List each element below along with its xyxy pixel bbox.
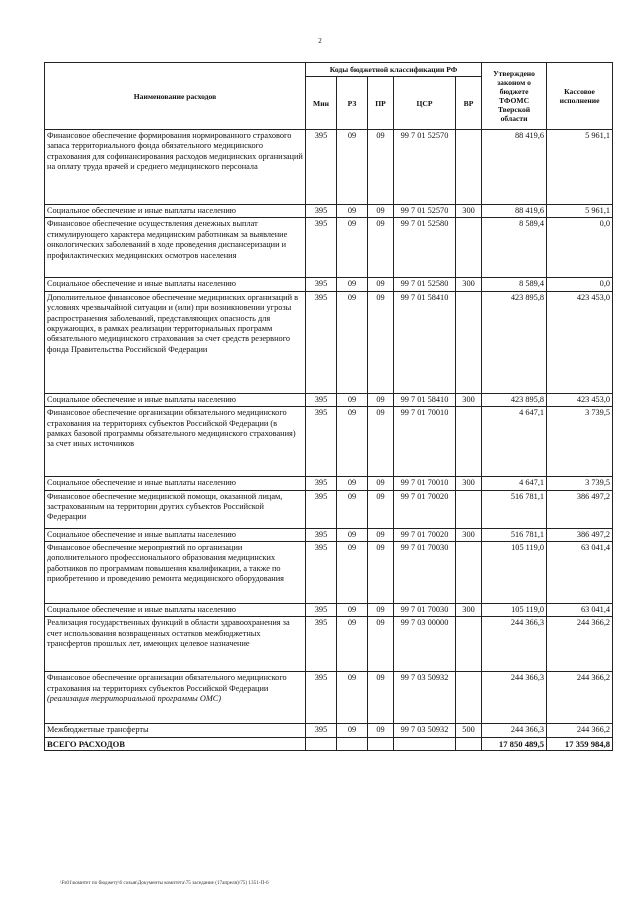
row-expense-name — [45, 672, 306, 724]
row-cash-amount: 244 366,2 — [547, 724, 613, 737]
row-pr-code: 09 — [368, 490, 394, 528]
row-pr-code: 09 — [368, 291, 394, 393]
row-pr-code: 09 — [368, 542, 394, 604]
total-cash: 17 359 984,8 — [547, 737, 613, 750]
row-csr-code: 99 7 01 70020 — [394, 528, 456, 541]
row-expense-name — [45, 477, 306, 490]
row-rz-code: 09 — [337, 407, 368, 477]
row-vr-code: 300 — [456, 205, 482, 218]
row-csr-code: 99 7 01 58410 — [394, 291, 456, 393]
row-cash-amount: 0,0 — [547, 278, 613, 291]
row-rz-code: 09 — [337, 130, 368, 205]
row-rz-code: 09 — [337, 542, 368, 604]
row-pr-code: 09 — [368, 672, 394, 724]
header-name: Наименование расходов — [45, 63, 306, 130]
header-rz: РЗ — [337, 77, 368, 130]
row-min-code: 395 — [306, 218, 337, 278]
row-vr-code: 500 — [456, 724, 482, 737]
row-expense-name-text: Реализация государственных функций в области здравоохранения за счет использования возвращенных остатков межбюджетных трансфертов прошлых лет, имеющих целевое назначение — [47, 618, 290, 649]
row-rz-code: 09 — [337, 218, 368, 278]
table-row — [45, 604, 613, 617]
row-cash-amount: 5 961,1 — [547, 130, 613, 205]
row-expense-name — [45, 291, 306, 393]
header-csr: ЦСР — [394, 77, 456, 130]
total-row — [45, 737, 613, 750]
table-row — [45, 724, 613, 737]
header-codes-group: Коды бюджетной классификации РФ — [306, 63, 482, 77]
row-expense-name-text: Финансовое обеспечение формирования нормированного страхового запаса территориального фонда обязательного медицинского страхования для софинансирования расходов медицинских организаций на оплату труда врачей и среднего медицинского персонала — [47, 131, 303, 172]
row-approved-amount: 244 366,3 — [482, 724, 547, 737]
row-approved-amount: 8 589,4 — [482, 278, 547, 291]
row-vr-code — [456, 490, 482, 528]
row-csr-code: 99 7 03 00000 — [394, 617, 456, 672]
row-csr-code: 99 7 01 70030 — [394, 604, 456, 617]
header-approved: Утверждено законом о бюджете ТФОМС Тверской области — [482, 63, 547, 130]
row-pr-code: 09 — [368, 477, 394, 490]
row-expense-name-text: Социальное обеспечение и иные выплаты населению — [47, 279, 236, 289]
row-pr-code: 09 — [368, 407, 394, 477]
row-rz-code: 09 — [337, 291, 368, 393]
row-approved-amount: 516 781,1 — [482, 528, 547, 541]
row-min-code: 395 — [306, 477, 337, 490]
row-min-code: 395 — [306, 205, 337, 218]
row-vr-code: 300 — [456, 604, 482, 617]
row-cash-amount: 386 497,2 — [547, 490, 613, 528]
row-min-code: 395 — [306, 291, 337, 393]
row-expense-name — [45, 604, 306, 617]
row-vr-code: 300 — [456, 477, 482, 490]
row-vr-code — [456, 218, 482, 278]
row-csr-code: 99 7 01 52580 — [394, 278, 456, 291]
row-cash-amount: 244 366,2 — [547, 617, 613, 672]
row-min-code: 395 — [306, 672, 337, 724]
row-vr-code — [456, 617, 482, 672]
row-min-code: 395 — [306, 278, 337, 291]
row-min-code: 395 — [306, 130, 337, 205]
row-cash-amount: 63 041,4 — [547, 604, 613, 617]
table-row — [45, 218, 613, 278]
row-csr-code: 99 7 01 70020 — [394, 490, 456, 528]
row-csr-code: 99 7 03 50932 — [394, 672, 456, 724]
row-expense-name — [45, 130, 306, 205]
row-min-code: 395 — [306, 617, 337, 672]
row-csr-code: 99 7 01 52570 — [394, 205, 456, 218]
row-expense-name-text: Социальное обеспечение и иные выплаты населению — [47, 529, 236, 539]
row-rz-code: 09 — [337, 205, 368, 218]
row-expense-name — [45, 205, 306, 218]
header-cash: Кассовое исполнение — [547, 63, 613, 130]
row-expense-name — [45, 724, 306, 737]
expenses-table — [44, 62, 613, 751]
row-pr-code: 09 — [368, 724, 394, 737]
row-csr-code: 99 7 03 50932 — [394, 724, 456, 737]
row-min-code: 395 — [306, 542, 337, 604]
row-pr-code: 09 — [368, 393, 394, 406]
row-rz-code: 09 — [337, 278, 368, 291]
row-cash-amount: 3 739,5 — [547, 477, 613, 490]
row-expense-name — [45, 528, 306, 541]
file-path-footer: \Fs01\комитет по бюджету\6 созыв\Документы комитета\75 заседание (17апреля)\75) 1351-П-6 — [60, 880, 269, 886]
row-vr-code: 300 — [456, 528, 482, 541]
total-approved: 17 850 489,5 — [482, 737, 547, 750]
row-rz-code: 09 — [337, 617, 368, 672]
page-number: 2 — [318, 37, 322, 45]
row-rz-code: 09 — [337, 724, 368, 737]
row-expense-name — [45, 393, 306, 406]
table-row — [45, 407, 613, 477]
row-pr-code: 09 — [368, 617, 394, 672]
row-csr-code: 99 7 01 70010 — [394, 407, 456, 477]
row-csr-code: 99 7 01 52570 — [394, 130, 456, 205]
table-row — [45, 528, 613, 541]
row-approved-amount: 423 895,8 — [482, 291, 547, 393]
row-cash-amount: 423 453,0 — [547, 393, 613, 406]
row-expense-name — [45, 617, 306, 672]
row-expense-name-text: Финансовое обеспечение организации обязательного медицинского страхования на территориях субъектов Российской Федерации (в рамках базовой программы обязательного медицинского страхования) за счет иных источников — [47, 408, 296, 449]
row-pr-code: 09 — [368, 130, 394, 205]
header-min: Мин — [306, 77, 337, 130]
row-cash-amount: 63 041,4 — [547, 542, 613, 604]
row-cash-amount: 386 497,2 — [547, 528, 613, 541]
row-rz-code: 09 — [337, 490, 368, 528]
table-row — [45, 477, 613, 490]
row-expense-name-text: Финансовое обеспечение осуществления денежных выплат стимулирующего характера медицинским работникам за выявление онкологических заболеваний в ходе проведения диспансеризации и профилактических медицинских осмотров населения — [47, 219, 288, 260]
row-pr-code: 09 — [368, 205, 394, 218]
row-approved-amount: 105 119,0 — [482, 542, 547, 604]
total-empty-cell — [337, 737, 368, 750]
row-expense-name — [45, 490, 306, 528]
total-empty-cell — [306, 737, 337, 750]
table-row — [45, 490, 613, 528]
row-expense-name-text: Социальное обеспечение и иные выплаты населению — [47, 206, 236, 215]
row-pr-code: 09 — [368, 604, 394, 617]
row-approved-amount: 4 647,1 — [482, 407, 547, 477]
row-expense-name — [45, 278, 306, 291]
row-expense-name-text: Межбюджетные трансферты — [47, 725, 149, 735]
row-cash-amount: 5 961,1 — [547, 205, 613, 218]
header-pr: ПР — [368, 77, 394, 130]
row-expense-name-text: Социальное обеспечение и иные выплаты населению — [47, 478, 236, 488]
row-expense-name-text: Финансовое обеспечение медицинской помощи, оказанной лицам, застрахованным на территории других субъектов Российской Федерации — [47, 491, 283, 522]
row-min-code: 395 — [306, 393, 337, 406]
row-vr-code: 300 — [456, 393, 482, 406]
row-csr-code: 99 7 01 70030 — [394, 542, 456, 604]
row-min-code: 395 — [306, 604, 337, 617]
table-row — [45, 130, 613, 205]
table-row — [45, 205, 613, 218]
table-row — [45, 291, 613, 393]
row-rz-code: 09 — [337, 604, 368, 617]
table-row — [45, 278, 613, 291]
row-approved-amount: 8 589,4 — [482, 218, 547, 278]
row-min-code: 395 — [306, 528, 337, 541]
row-rz-code: 09 — [337, 528, 368, 541]
row-approved-amount: 88 419,6 — [482, 205, 547, 218]
row-pr-code: 09 — [368, 218, 394, 278]
row-cash-amount: 423 453,0 — [547, 291, 613, 393]
row-pr-code: 09 — [368, 528, 394, 541]
row-approved-amount: 244 366,3 — [482, 617, 547, 672]
row-cash-amount: 3 739,5 — [547, 407, 613, 477]
table-row — [45, 393, 613, 406]
row-expense-name-text: Финансовое обеспечение организации обязательного медицинского страхования на территориях субъектов Российской Федерации — [47, 673, 287, 693]
row-csr-code: 99 7 01 70010 — [394, 477, 456, 490]
row-expense-name-italic: (реализация территориальной программы ОМС) — [47, 694, 222, 704]
row-expense-name — [45, 542, 306, 604]
total-label: ВСЕГО РАСХОДОВ — [45, 737, 306, 750]
row-expense-name-text: Социальное обеспечение и иные выплаты населению — [47, 605, 236, 615]
row-expense-name-text: Дополнительное финансовое обеспечение медицинских организаций в условиях чрезвычайной ситуации и (или) при возникновении угрозы распространения заболеваний, представляющих опасность для окружающих, в рамках реализации территориальных программ обязательного медицинского страхования за счет средств резервного фонда Правительства Российской Федерации — [47, 292, 299, 354]
row-expense-name — [45, 218, 306, 278]
table-row — [45, 542, 613, 604]
row-vr-code — [456, 542, 482, 604]
row-min-code: 395 — [306, 490, 337, 528]
row-vr-code: 300 — [456, 278, 482, 291]
table-row — [45, 617, 613, 672]
row-vr-code — [456, 407, 482, 477]
row-expense-name-text: Финансовое обеспечение мероприятий по организации дополнительного профессионального образования медицинских работников по программам повышения квалификации, а также по приобретению и проведению ремонта медицинского оборудования — [47, 543, 284, 584]
row-approved-amount: 4 647,1 — [482, 477, 547, 490]
row-min-code: 395 — [306, 407, 337, 477]
row-csr-code: 99 7 01 52580 — [394, 218, 456, 278]
row-pr-code: 09 — [368, 278, 394, 291]
row-rz-code: 09 — [337, 393, 368, 406]
row-approved-amount: 516 781,1 — [482, 490, 547, 528]
total-empty-cell — [368, 737, 394, 750]
table-row — [45, 672, 613, 724]
header-vr: ВР — [456, 77, 482, 130]
row-rz-code: 09 — [337, 672, 368, 724]
row-approved-amount: 244 366,3 — [482, 672, 547, 724]
row-vr-code — [456, 672, 482, 724]
row-cash-amount: 0,0 — [547, 218, 613, 278]
row-approved-amount: 105 119,0 — [482, 604, 547, 617]
row-expense-name-text: Социальное обеспечение и иные выплаты населению — [47, 394, 236, 404]
total-empty-cell — [394, 737, 456, 750]
total-empty-cell — [456, 737, 482, 750]
row-approved-amount: 423 895,8 — [482, 393, 547, 406]
row-csr-code: 99 7 01 58410 — [394, 393, 456, 406]
row-min-code: 395 — [306, 724, 337, 737]
row-expense-name — [45, 407, 306, 477]
row-approved-amount: 88 419,6 — [482, 130, 547, 205]
row-cash-amount: 244 366,2 — [547, 672, 613, 724]
row-vr-code — [456, 130, 482, 205]
row-rz-code: 09 — [337, 477, 368, 490]
row-vr-code — [456, 291, 482, 393]
